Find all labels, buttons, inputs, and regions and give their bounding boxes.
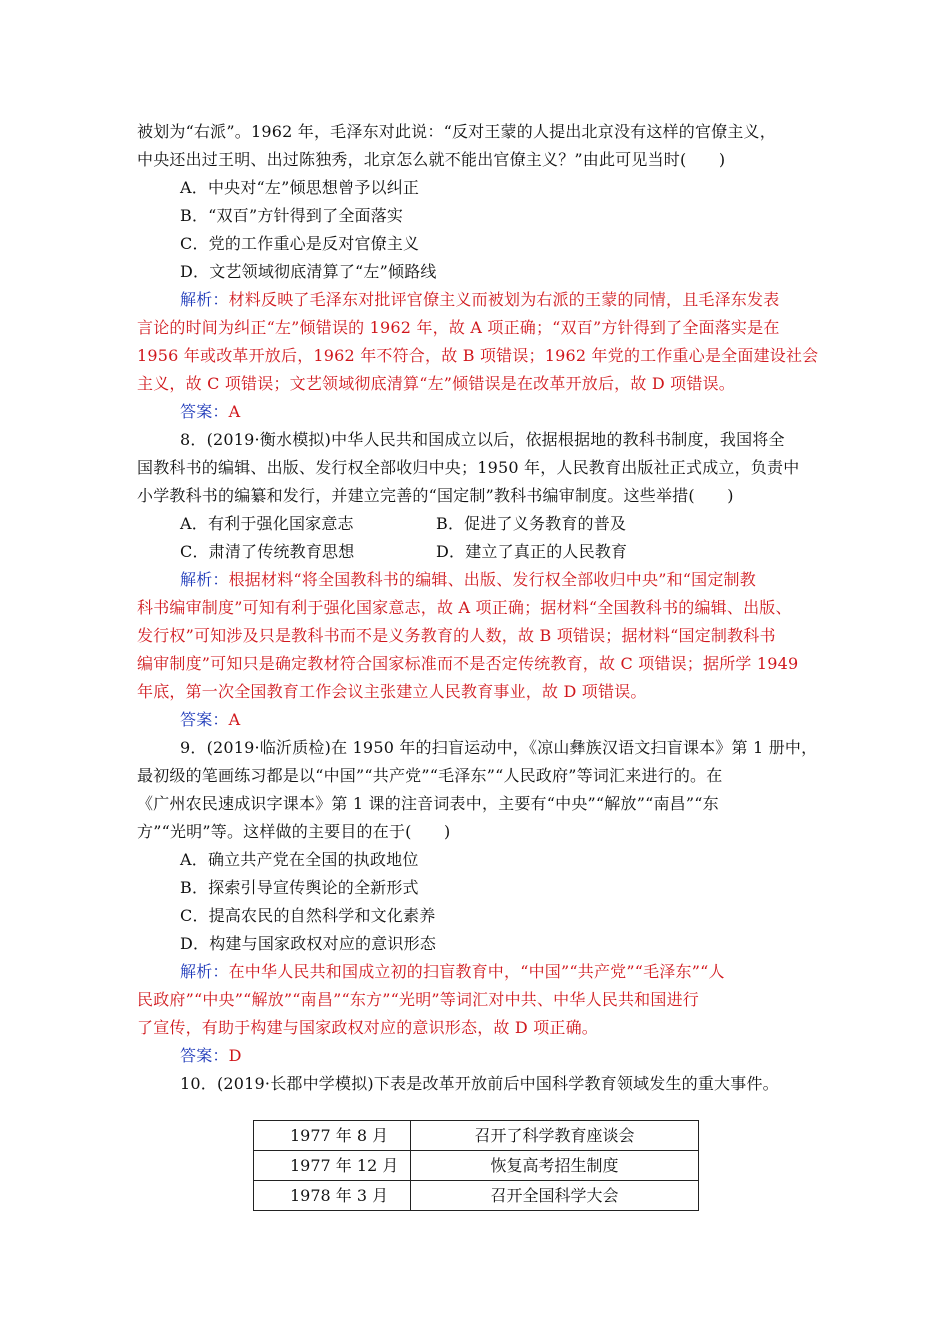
- q9-stem-line-4: 方”“光明”等。这样做的主要目的在于( ): [137, 822, 451, 841]
- table-row: [254, 1151, 699, 1181]
- q9-answer-value: D: [228, 1046, 242, 1065]
- q9-option-d: D．构建与国家政权对应的意识形态: [180, 934, 437, 953]
- q7-analysis-label: 解析：: [180, 290, 229, 309]
- table-cell-event: 召开了科学教育座谈会: [411, 1121, 699, 1151]
- table-row: [254, 1121, 699, 1151]
- q9-stem-line-3: 《广州农民速成识字课本》第 1 课的注音词表中，主要有“中央”“解放”“南昌”“东: [137, 794, 719, 813]
- q7-stem-line-1: 被划为“右派”。1962 年，毛泽东对此说：“反对王蒙的人提出北京没有这样的官僚主义，: [137, 122, 776, 141]
- q7-answer-value: A: [228, 402, 241, 421]
- q9-analysis-line-3: 了宣传，有助于构建与国家政权对应的意识形态，故 D 项正确。: [137, 1018, 599, 1037]
- q7-answer: [180, 400, 240, 424]
- q8-option-b: B．促进了义务教育的普及: [436, 514, 627, 533]
- q9-analysis-label: 解析：: [180, 962, 229, 981]
- q8-analysis-line-5: 年底，第一次全国教育工作会议主张建立人民教育事业，故 D 项错误。: [137, 682, 647, 701]
- q8-analysis-label: 解析：: [180, 570, 229, 589]
- q9-answer: [180, 1044, 242, 1068]
- q8-option-d: D．建立了真正的人民教育: [436, 542, 628, 561]
- q8-answer-label: 答案：: [180, 710, 229, 729]
- q9-option-c: C．提高农民的自然科学和文化素养: [180, 906, 436, 925]
- q8-answer-value: A: [228, 710, 241, 729]
- q8-analysis-line-1: [180, 568, 756, 592]
- q7-stem-line-2: 中央还出过王明、出过陈独秀，北京怎么就不能出官僚主义？”由此可见当时( ): [137, 150, 726, 169]
- q7-answer-label: 答案：: [180, 402, 229, 421]
- q7-option-d: D．文艺领域彻底清算了“左”倾路线: [180, 262, 437, 281]
- q8-analysis-text-1: 根据材料“将全国教科书的编辑、出版、发行权全部收归中央”和“国定制教: [228, 570, 756, 589]
- q7-analysis-line-4: 主义，故 C 项错误；文艺领域彻底清算“左”倾错误是在改革开放后，故 D 项错误。: [137, 374, 735, 393]
- table-cell-event: 召开全国科学大会: [411, 1181, 699, 1211]
- q8-stem-line-3: 小学教科书的编纂和发行，并建立完善的“国定制”教科书编审制度。这些举措( ): [137, 486, 734, 505]
- q8-stem-line-2: 国教科书的编辑、出版、发行权全部收归中央；1950 年，人民教育出版社正式成立，负责中: [137, 458, 800, 477]
- q8-option-a: A．有利于强化国家意志: [180, 514, 354, 533]
- q8-analysis-line-4: 编审制度”可知只是确定教材符合国家标准而不是否定传统教育，故 C 项错误；据所学 1949: [137, 654, 799, 673]
- q8-option-c: C．肃清了传统教育思想: [180, 542, 355, 561]
- table-cell-event: 恢复高考招生制度: [411, 1151, 699, 1181]
- q9-analysis-line-2: 民政府”“中央”“解放”“南昌”“东方”“光明”等词汇对中共、中华人民共和国进行: [137, 990, 699, 1009]
- q9-option-a: A．确立共产党在全国的执政地位: [180, 850, 419, 869]
- table-cell-date: 1977 年 12 月: [254, 1151, 411, 1181]
- q7-analysis-line-1: [180, 288, 779, 312]
- q7-analysis-line-3: 1956 年或改革开放后，1962 年不符合，故 B 项错误；1962 年党的工作重心是全面建设社会: [137, 346, 819, 365]
- table-cell-date: 1978 年 3 月: [254, 1181, 411, 1211]
- q7-option-c: C．党的工作重心是反对官僚主义: [180, 234, 420, 253]
- q7-analysis-text-1: 材料反映了毛泽东对批评官僚主义而被划为右派的王蒙的同情，且毛泽东发表: [228, 290, 780, 309]
- q9-option-b: B．探索引导宣传舆论的全新形式: [180, 878, 419, 897]
- q8-analysis-line-3: 发行权”可知涉及只是教科书而不是义务教育的人数，故 B 项错误；据材料“国定制教科书: [137, 626, 776, 645]
- q8-answer: [180, 708, 240, 732]
- q10-stem-line-1: 10．(2019·长郡中学模拟)下表是改革开放前后中国科学教育领域发生的重大事件。: [180, 1074, 779, 1093]
- table-cell-date: 1977 年 8 月: [254, 1121, 411, 1151]
- q8-stem-line-1: 8．(2019·衡水模拟)中华人民共和国成立以后，依据根据地的教科书制度，我国将全: [180, 430, 785, 449]
- q9-answer-label: 答案：: [180, 1046, 229, 1065]
- q9-analysis-text-1: 在中华人民共和国成立初的扫盲教育中，“中国”“共产党”“毛泽东”“人: [228, 962, 725, 981]
- table-row: [254, 1181, 699, 1211]
- q9-analysis-line-1: [180, 960, 725, 984]
- q7-option-b: B．“双百”方针得到了全面落实: [180, 206, 404, 225]
- q9-stem-line-1: 9．(2019·临沂质检)在 1950 年的扫盲运动中，《凉山彝族汉语文扫盲课本》第 1 册中，: [180, 738, 818, 757]
- q9-stem-line-2: 最初级的笔画练习都是以“中国”“共产党”“毛泽东”“人民政府”等词汇来进行的。在: [137, 766, 723, 785]
- q7-analysis-line-2: 言论的时间为纠正“左”倾错误的 1962 年，故 A 项正确；“双百”方针得到了全面落实是在: [137, 318, 780, 337]
- q7-option-a: A．中央对“左”倾思想曾予以纠正: [180, 178, 420, 197]
- q8-analysis-line-2: 科书编审制度”可知有利于强化国家意志，故 A 项正确；据材料“全国教科书的编辑、出版、: [137, 598, 792, 617]
- events-table: [253, 1120, 699, 1211]
